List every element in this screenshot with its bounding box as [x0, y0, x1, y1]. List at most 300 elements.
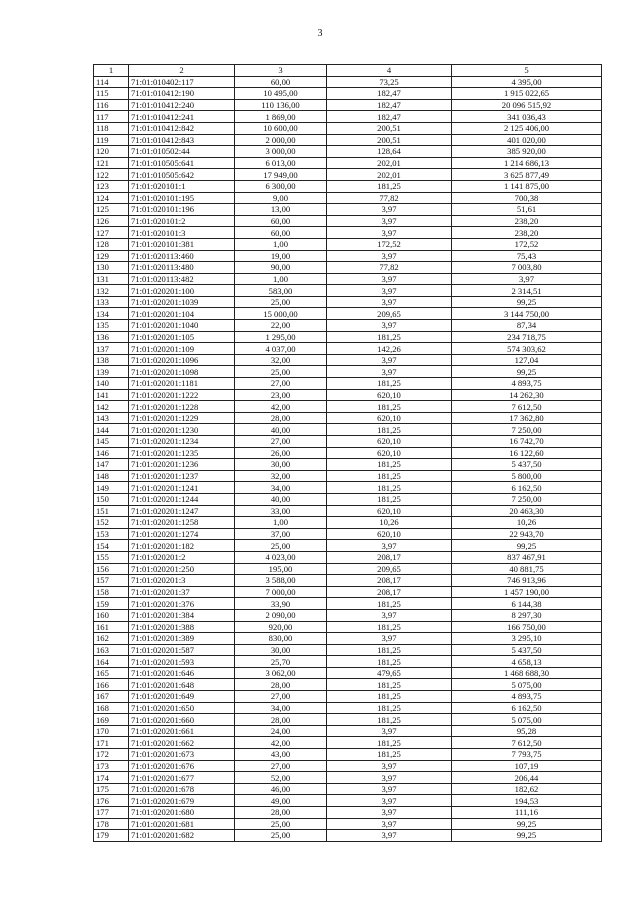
cell-row-number: 121	[94, 157, 129, 169]
cell-row-number: 159	[94, 598, 129, 610]
cell-area: 920,00	[235, 621, 327, 633]
cell-area: 34,00	[235, 482, 327, 494]
cell-cadastral-number: 71:01:020201:1230	[129, 424, 235, 436]
cell-row-number: 132	[94, 285, 129, 297]
table-row	[94, 88, 602, 100]
table-row	[94, 482, 602, 494]
table-row	[94, 540, 602, 552]
cell-rate: 3,97	[327, 760, 452, 772]
cell-rate: 3,97	[327, 633, 452, 645]
cell-row-number: 117	[94, 111, 129, 123]
cell-row-number: 162	[94, 633, 129, 645]
cell-row-number: 152	[94, 517, 129, 529]
cell-rate: 181,25	[327, 331, 452, 343]
cell-area: 9,00	[235, 192, 327, 204]
cell-value: 22 943,70	[452, 528, 602, 540]
table-row	[94, 667, 602, 679]
table-row	[94, 609, 602, 621]
cell-cadastral-number: 71:01:020201:1235	[129, 447, 235, 459]
cell-value: 127,04	[452, 354, 602, 366]
cell-rate: 202,01	[327, 157, 452, 169]
cell-area: 32,00	[235, 470, 327, 482]
cell-rate: 3,97	[327, 354, 452, 366]
cell-rate: 3,97	[327, 366, 452, 378]
table-row	[94, 354, 602, 366]
cell-row-number: 133	[94, 296, 129, 308]
cell-value: 7 612,50	[452, 737, 602, 749]
cell-area: 19,00	[235, 250, 327, 262]
table-row	[94, 412, 602, 424]
cell-area: 60,00	[235, 76, 327, 88]
cell-row-number: 131	[94, 273, 129, 285]
page-number: 3	[317, 28, 323, 39]
table-row	[94, 134, 602, 146]
cell-area: 37,00	[235, 528, 327, 540]
cell-rate: 73,25	[327, 76, 452, 88]
table-row	[94, 470, 602, 482]
cell-value: 6 162,50	[452, 482, 602, 494]
cell-rate: 208,17	[327, 586, 452, 598]
cell-rate: 3,97	[327, 772, 452, 784]
cell-rate: 181,25	[327, 644, 452, 656]
cell-cadastral-number: 71:01:020101:3	[129, 227, 235, 239]
table-row	[94, 273, 602, 285]
cell-area: 7 000,00	[235, 586, 327, 598]
cell-cadastral-number: 71:01:020201:100	[129, 285, 235, 297]
cell-row-number: 151	[94, 505, 129, 517]
cell-row-number: 143	[94, 412, 129, 424]
cell-rate: 10,26	[327, 517, 452, 529]
cell-area: 25,00	[235, 296, 327, 308]
cell-rate: 128,64	[327, 146, 452, 158]
cell-cadastral-number: 71:01:020201:682	[129, 830, 235, 842]
cell-value: 3,97	[452, 273, 602, 285]
cell-value: 238,20	[452, 227, 602, 239]
cell-cadastral-number: 71:01:010412:240	[129, 99, 235, 111]
table-row	[94, 215, 602, 227]
cell-cadastral-number: 71:01:020201:384	[129, 609, 235, 621]
cell-area: 33,00	[235, 505, 327, 517]
cell-rate: 181,25	[327, 378, 452, 390]
cell-cadastral-number: 71:01:020201:650	[129, 702, 235, 714]
table-row	[94, 169, 602, 181]
cell-cadastral-number: 71:01:020101:381	[129, 238, 235, 250]
cell-value: 5 075,00	[452, 679, 602, 691]
table-row	[94, 180, 602, 192]
cell-row-number: 154	[94, 540, 129, 552]
cell-value: 3 144 750,00	[452, 308, 602, 320]
cell-cadastral-number: 71:01:010412:190	[129, 88, 235, 100]
cell-area: 27,00	[235, 760, 327, 772]
table-row	[94, 505, 602, 517]
cell-value: 107,19	[452, 760, 602, 772]
cell-area: 1 869,00	[235, 111, 327, 123]
cell-value: 1 141 875,00	[452, 180, 602, 192]
cell-row-number: 148	[94, 470, 129, 482]
cell-value: 111,16	[452, 807, 602, 819]
table-row	[94, 76, 602, 88]
cell-row-number: 175	[94, 783, 129, 795]
cell-cadastral-number: 71:01:020201:182	[129, 540, 235, 552]
cell-cadastral-number: 71:01:020113:460	[129, 250, 235, 262]
cell-rate: 182,47	[327, 99, 452, 111]
table-row	[94, 633, 602, 645]
table-row	[94, 528, 602, 540]
cell-area: 110 136,00	[235, 99, 327, 111]
cell-value: 700,38	[452, 192, 602, 204]
cell-rate: 620,10	[327, 505, 452, 517]
cell-cadastral-number: 71:01:020101:2	[129, 215, 235, 227]
cell-value: 7 793,75	[452, 749, 602, 761]
cell-value: 95,28	[452, 725, 602, 737]
cell-value: 5 437,50	[452, 644, 602, 656]
table-row	[94, 308, 602, 320]
cell-value: 20 096 515,92	[452, 99, 602, 111]
cell-row-number: 147	[94, 459, 129, 471]
cell-value: 5 075,00	[452, 714, 602, 726]
cell-area: 43,00	[235, 749, 327, 761]
cell-rate: 208,17	[327, 575, 452, 587]
cell-cadastral-number: 71:01:020201:105	[129, 331, 235, 343]
table-row	[94, 122, 602, 134]
cell-cadastral-number: 71:01:010412:842	[129, 122, 235, 134]
cell-rate: 181,25	[327, 749, 452, 761]
cell-row-number: 126	[94, 215, 129, 227]
cell-row-number: 139	[94, 366, 129, 378]
column-header-rate: 4	[327, 65, 452, 77]
cell-cadastral-number: 71:01:020201:1234	[129, 436, 235, 448]
cell-row-number: 164	[94, 656, 129, 668]
cell-value: 2 125 406,00	[452, 122, 602, 134]
table-row	[94, 493, 602, 505]
cell-cadastral-number: 71:01:020201:593	[129, 656, 235, 668]
cell-row-number: 149	[94, 482, 129, 494]
cell-row-number: 169	[94, 714, 129, 726]
cell-cadastral-number: 71:01:020201:1247	[129, 505, 235, 517]
cell-row-number: 168	[94, 702, 129, 714]
cell-value: 166 750,00	[452, 621, 602, 633]
table-row	[94, 250, 602, 262]
cell-area: 27,00	[235, 436, 327, 448]
cell-value: 574 303,62	[452, 343, 602, 355]
cell-area: 40,00	[235, 424, 327, 436]
cell-area: 1,00	[235, 273, 327, 285]
cell-rate: 620,10	[327, 389, 452, 401]
cell-value: 87,34	[452, 320, 602, 332]
cell-row-number: 167	[94, 691, 129, 703]
cell-rate: 3,97	[327, 725, 452, 737]
cell-area: 6 013,00	[235, 157, 327, 169]
table-row	[94, 238, 602, 250]
table-row	[94, 320, 602, 332]
cell-value: 7 612,50	[452, 401, 602, 413]
cell-value: 206,44	[452, 772, 602, 784]
cell-value: 99,25	[452, 296, 602, 308]
cell-rate: 3,97	[327, 818, 452, 830]
cell-rate: 209,65	[327, 563, 452, 575]
cell-rate: 208,17	[327, 551, 452, 563]
table-row	[94, 656, 602, 668]
cell-area: 60,00	[235, 215, 327, 227]
cell-cadastral-number: 71:01:020201:1039	[129, 296, 235, 308]
table-row	[94, 586, 602, 598]
cell-value: 837 467,91	[452, 551, 602, 563]
cell-area: 15 000,00	[235, 308, 327, 320]
cell-area: 46,00	[235, 783, 327, 795]
cell-rate: 181,25	[327, 180, 452, 192]
table-row	[94, 378, 602, 390]
cell-value: 238,20	[452, 215, 602, 227]
table-row	[94, 331, 602, 343]
cell-row-number: 135	[94, 320, 129, 332]
cell-rate: 181,25	[327, 401, 452, 413]
cell-row-number: 145	[94, 436, 129, 448]
cell-value: 3 295,10	[452, 633, 602, 645]
cell-cadastral-number: 71:01:020201:1228	[129, 401, 235, 413]
cell-cadastral-number: 71:01:020201:660	[129, 714, 235, 726]
cell-area: 1,00	[235, 517, 327, 529]
cell-rate: 3,97	[327, 807, 452, 819]
cell-area: 830,00	[235, 633, 327, 645]
cell-cadastral-number: 71:01:010502:44	[129, 146, 235, 158]
cell-area: 28,00	[235, 714, 327, 726]
cell-rate: 3,97	[327, 273, 452, 285]
cell-row-number: 124	[94, 192, 129, 204]
cell-rate: 3,97	[327, 250, 452, 262]
cell-rate: 181,25	[327, 691, 452, 703]
cell-area: 40,00	[235, 493, 327, 505]
table-row	[94, 691, 602, 703]
column-header-number: 1	[94, 65, 129, 77]
cell-rate: 182,47	[327, 88, 452, 100]
cell-row-number: 158	[94, 586, 129, 598]
cell-row-number: 129	[94, 250, 129, 262]
cell-rate: 181,25	[327, 482, 452, 494]
cell-value: 4 893,75	[452, 691, 602, 703]
cell-value: 385 920,00	[452, 146, 602, 158]
cell-row-number: 163	[94, 644, 129, 656]
cell-cadastral-number: 71:01:020201:649	[129, 691, 235, 703]
cell-cadastral-number: 71:01:020201:648	[129, 679, 235, 691]
cell-area: 27,00	[235, 378, 327, 390]
cell-area: 28,00	[235, 679, 327, 691]
cell-rate: 181,25	[327, 702, 452, 714]
cell-rate: 181,25	[327, 656, 452, 668]
cell-row-number: 141	[94, 389, 129, 401]
cell-cadastral-number: 71:01:020201:681	[129, 818, 235, 830]
cell-value: 1 915 022,65	[452, 88, 602, 100]
table-row	[94, 760, 602, 772]
cell-cadastral-number: 71:01:020201:2	[129, 551, 235, 563]
cell-row-number: 178	[94, 818, 129, 830]
header-row	[94, 65, 602, 77]
cell-cadastral-number: 71:01:020201:37	[129, 586, 235, 598]
cell-rate: 142,26	[327, 343, 452, 355]
cell-rate: 202,01	[327, 169, 452, 181]
cell-rate: 3,97	[327, 227, 452, 239]
cell-cadastral-number: 71:01:020201:250	[129, 563, 235, 575]
cell-rate: 3,97	[327, 783, 452, 795]
cell-row-number: 130	[94, 262, 129, 274]
cell-cadastral-number: 71:01:020201:1237	[129, 470, 235, 482]
cell-rate: 3,97	[327, 830, 452, 842]
cell-value: 7 250,00	[452, 493, 602, 505]
cell-area: 25,00	[235, 830, 327, 842]
cell-rate: 3,97	[327, 320, 452, 332]
cell-area: 23,00	[235, 389, 327, 401]
cell-value: 4 658,13	[452, 656, 602, 668]
cell-value: 234 718,75	[452, 331, 602, 343]
cell-row-number: 156	[94, 563, 129, 575]
cell-cadastral-number: 71:01:020201:1244	[129, 493, 235, 505]
table-row	[94, 424, 602, 436]
cell-value: 1 214 686,13	[452, 157, 602, 169]
cell-cadastral-number: 71:01:010505:641	[129, 157, 235, 169]
cell-value: 99,25	[452, 366, 602, 378]
table-row	[94, 262, 602, 274]
cell-cadastral-number: 71:01:020113:480	[129, 262, 235, 274]
cell-rate: 3,97	[327, 795, 452, 807]
cell-cadastral-number: 71:01:020201:1181	[129, 378, 235, 390]
cell-row-number: 173	[94, 760, 129, 772]
cell-cadastral-number: 71:01:020201:104	[129, 308, 235, 320]
cell-area: 33,90	[235, 598, 327, 610]
table-row	[94, 99, 602, 111]
cell-rate: 77,82	[327, 192, 452, 204]
cell-area: 28,00	[235, 412, 327, 424]
table-row	[94, 551, 602, 563]
cell-value: 6 144,38	[452, 598, 602, 610]
column-header-area: 3	[235, 65, 327, 77]
table-header	[94, 65, 602, 77]
cell-row-number: 146	[94, 447, 129, 459]
table-row	[94, 563, 602, 575]
cell-cadastral-number: 71:01:020201:678	[129, 783, 235, 795]
cell-row-number: 127	[94, 227, 129, 239]
cell-value: 16 742,70	[452, 436, 602, 448]
cell-cadastral-number: 71:01:020201:109	[129, 343, 235, 355]
table-row	[94, 146, 602, 158]
cell-row-number: 171	[94, 737, 129, 749]
cell-row-number: 115	[94, 88, 129, 100]
cell-area: 30,00	[235, 644, 327, 656]
cell-value: 2 314,51	[452, 285, 602, 297]
table-row	[94, 517, 602, 529]
table-row	[94, 772, 602, 784]
cell-rate: 172,52	[327, 238, 452, 250]
cell-row-number: 136	[94, 331, 129, 343]
table-row	[94, 389, 602, 401]
cell-value: 172,52	[452, 238, 602, 250]
table-row	[94, 459, 602, 471]
cell-area: 90,00	[235, 262, 327, 274]
cell-rate: 181,25	[327, 621, 452, 633]
cell-area: 32,00	[235, 354, 327, 366]
cell-cadastral-number: 71:01:020201:680	[129, 807, 235, 819]
cell-value: 1 457 190,00	[452, 586, 602, 598]
cell-rate: 181,25	[327, 459, 452, 471]
table-row	[94, 192, 602, 204]
cell-value: 17 362,80	[452, 412, 602, 424]
cell-area: 1,00	[235, 238, 327, 250]
column-header-value: 5	[452, 65, 602, 77]
cell-area: 26,00	[235, 447, 327, 459]
cell-area: 25,70	[235, 656, 327, 668]
cell-area: 42,00	[235, 737, 327, 749]
table-row	[94, 343, 602, 355]
cell-rate: 200,51	[327, 122, 452, 134]
cell-rate: 181,25	[327, 424, 452, 436]
cell-area: 2 090,00	[235, 609, 327, 621]
cell-area: 22,00	[235, 320, 327, 332]
cell-area: 4 037,00	[235, 343, 327, 355]
table-row	[94, 783, 602, 795]
cell-rate: 181,25	[327, 737, 452, 749]
table-row	[94, 795, 602, 807]
cell-cadastral-number: 71:01:020201:1229	[129, 412, 235, 424]
cell-area: 52,00	[235, 772, 327, 784]
table-row	[94, 401, 602, 413]
cell-row-number: 160	[94, 609, 129, 621]
cell-row-number: 176	[94, 795, 129, 807]
cell-area: 13,00	[235, 204, 327, 216]
cell-cadastral-number: 71:01:020201:389	[129, 633, 235, 645]
table-row	[94, 621, 602, 633]
cell-area: 6 300,00	[235, 180, 327, 192]
cell-value: 401 020,00	[452, 134, 602, 146]
cell-row-number: 155	[94, 551, 129, 563]
cell-cadastral-number: 71:01:020201:661	[129, 725, 235, 737]
cell-rate: 181,25	[327, 714, 452, 726]
cell-value: 5 800,00	[452, 470, 602, 482]
cell-rate: 620,10	[327, 412, 452, 424]
cell-rate: 209,65	[327, 308, 452, 320]
cell-row-number: 179	[94, 830, 129, 842]
cell-cadastral-number: 71:01:010412:843	[129, 134, 235, 146]
cell-area: 24,00	[235, 725, 327, 737]
cell-row-number: 150	[94, 493, 129, 505]
cell-rate: 181,25	[327, 493, 452, 505]
table-row	[94, 575, 602, 587]
table-row	[94, 679, 602, 691]
cell-cadastral-number: 71:01:020201:646	[129, 667, 235, 679]
cell-cadastral-number: 71:01:020201:1096	[129, 354, 235, 366]
cadastral-value-table	[93, 64, 602, 842]
cell-area: 4 023,00	[235, 551, 327, 563]
table-row	[94, 644, 602, 656]
cell-cadastral-number: 71:01:020201:1222	[129, 389, 235, 401]
table-row	[94, 598, 602, 610]
cell-row-number: 119	[94, 134, 129, 146]
cell-area: 583,00	[235, 285, 327, 297]
cell-cadastral-number: 71:01:020201:1236	[129, 459, 235, 471]
table-row	[94, 204, 602, 216]
cell-row-number: 144	[94, 424, 129, 436]
cell-rate: 181,25	[327, 470, 452, 482]
cell-cadastral-number: 71:01:010402:117	[129, 76, 235, 88]
cell-rate: 200,51	[327, 134, 452, 146]
cell-cadastral-number: 71:01:020101:195	[129, 192, 235, 204]
cell-value: 182,62	[452, 783, 602, 795]
cell-area: 2 000,00	[235, 134, 327, 146]
cell-rate: 3,97	[327, 609, 452, 621]
cell-row-number: 140	[94, 378, 129, 390]
cell-row-number: 114	[94, 76, 129, 88]
table-row	[94, 807, 602, 819]
cell-value: 99,25	[452, 830, 602, 842]
cell-rate: 3,97	[327, 540, 452, 552]
cell-area: 60,00	[235, 227, 327, 239]
